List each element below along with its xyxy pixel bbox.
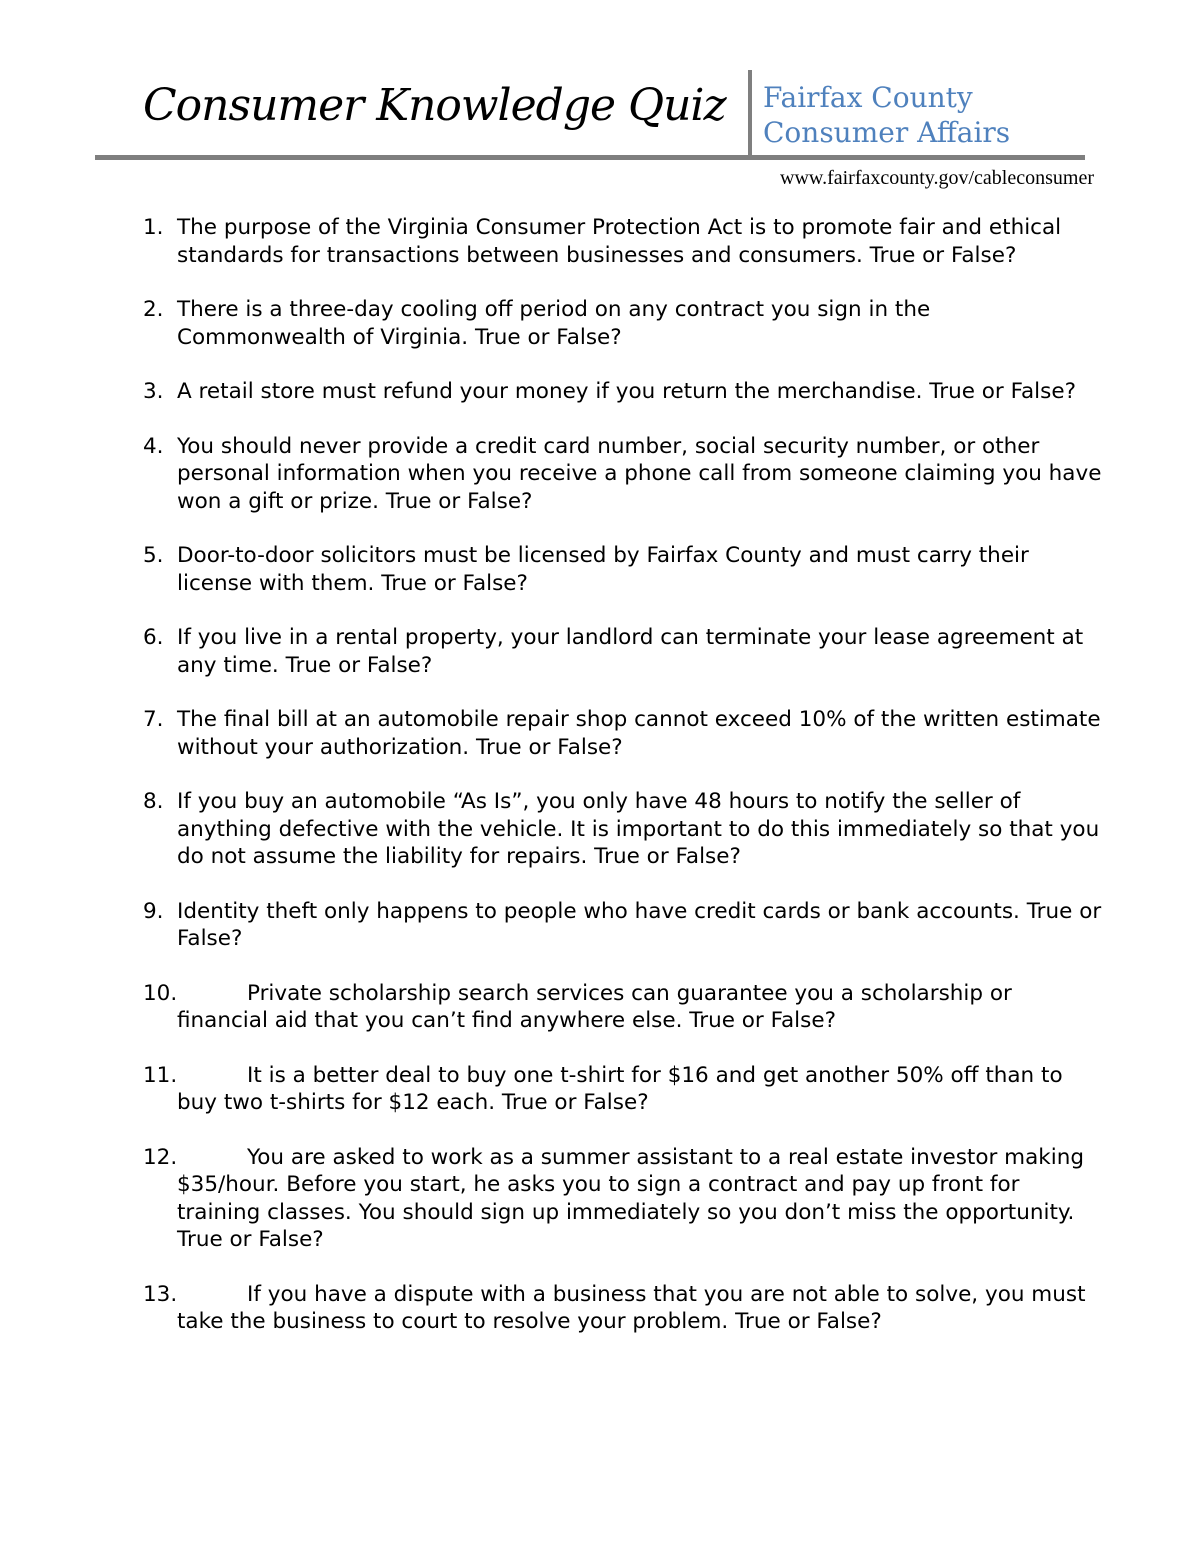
question-number: 10. (143, 980, 178, 1006)
question-text: The purpose of the Virginia Consumer Protection Act is to promote fair and ethical standards for transactions between businesses and consumers. True or False? (177, 215, 1062, 268)
question-number: 2. (143, 297, 164, 322)
question-text: A retail store must refund your money if you return the merchandise. True or False? (177, 379, 1076, 404)
question-number: 4. (143, 433, 164, 459)
question-number: 13. (143, 1281, 178, 1307)
header-divider-vertical (748, 70, 752, 158)
question-item (143, 296, 1103, 351)
question-number: 5. (143, 543, 164, 568)
question-number: 12. (143, 1144, 178, 1170)
question-text: If you have a dispute with a business that you are not able to solve, you must take the business to court to resolve your problem. True or False? (177, 1281, 1086, 1334)
question-text: Identity theft only happens to people who have credit cards or bank accounts. True or False? (177, 898, 1102, 951)
question-text: Private scholarship search services can guarantee you a scholarship or financial aid that you can’t find anywhere else. True or False? (177, 980, 1012, 1033)
question-item (143, 898, 1103, 953)
question-text: It is a better deal to buy one t-shirt for $16 and get another 50% off than to buy two t-shirts for $12 each. True or False? (177, 1062, 1063, 1115)
quiz-title: Consumer Knowledge Quiz (143, 80, 726, 131)
question-item (143, 1281, 1103, 1336)
question-item (143, 980, 1103, 1035)
question-text: The final bill at an automobile repair shop cannot exceed 10% of the written estimate without your authorization. True or False? (177, 707, 1101, 760)
question-number: 8. (143, 789, 164, 814)
org-name-line1: Fairfax County (763, 81, 973, 114)
question-number: 3. (143, 379, 164, 404)
question-number: 9. (143, 898, 164, 924)
header-divider-horizontal (95, 155, 1085, 160)
org-block (763, 80, 1010, 150)
question-number: 11. (143, 1062, 178, 1088)
question-item (143, 433, 1103, 516)
question-number: 6. (143, 625, 164, 650)
question-text: If you buy an automobile “As Is”, you only have 48 hours to notify the seller of anything defective with the vehicle. It is important to do this immediately so that you do not assume the liability for repairs. True or False? (177, 789, 1100, 869)
question-number: 1. (143, 215, 164, 240)
question-item (143, 1062, 1103, 1117)
question-item (143, 214, 1103, 269)
question-item (143, 624, 1103, 679)
question-item (143, 706, 1103, 761)
question-number: 7. (143, 707, 164, 732)
question-text: Door-to-door solicitors must be licensed by Fairfax County and must carry their license with them. True or False? (177, 543, 1029, 596)
question-item (143, 542, 1103, 597)
question-item (143, 788, 1103, 871)
question-text: If you live in a rental property, your landlord can terminate your lease agreement at any time. True or False? (177, 625, 1084, 678)
question-text: There is a three-day cooling off period on any contract you sign in the Commonwealth of Virginia. True or False? (177, 297, 931, 350)
question-list (143, 214, 1103, 1363)
website-url: www.fairfaxcounty.gov/cableconsumer (780, 167, 1094, 189)
question-item (143, 1144, 1103, 1254)
question-text: You are asked to work as a summer assistant to a real estate investor making $35/hour. Before you start, he asks you to sign a contract and pay up front for training classes. You should sign up immediately so you don’t miss the opportunity. True or False? (177, 1144, 1084, 1252)
question-item (143, 378, 1103, 406)
question-text: You should never provide a credit card number, social security number, or other personal information when you receive a phone call from someone claiming you have won a gift or prize. True or False? (177, 433, 1102, 514)
org-name-line2: Consumer Affairs (763, 116, 1011, 149)
